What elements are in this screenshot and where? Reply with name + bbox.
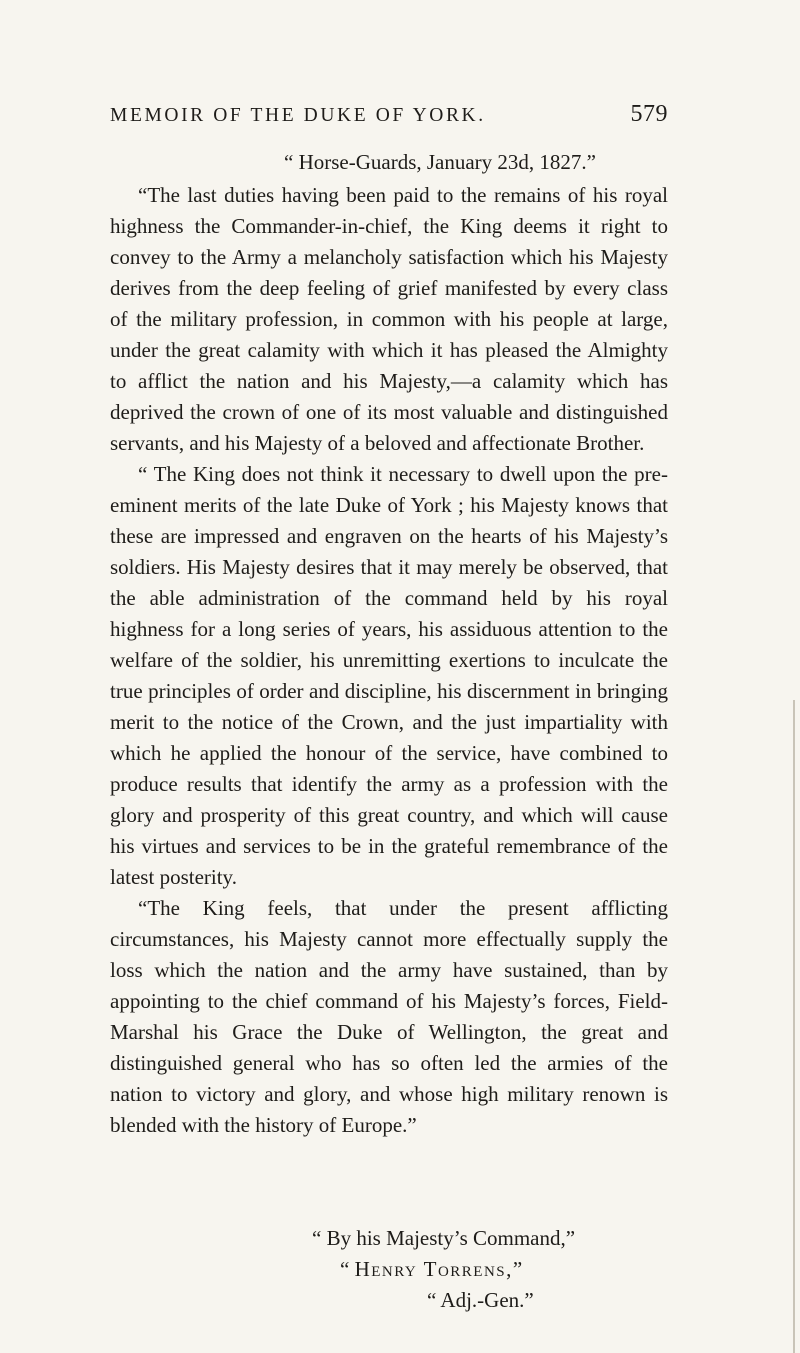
paragraph-2: “ The King does not think it necessary to dwell upon the pre-eminent merits of the late Duke of York ; his Majesty knows that these are impressed and engraven on the hearts of his Majesty’s soldiers. His Majesty desires that it may merely be observed, that the able administration of the command held by his royal highness for a long series of years, his assiduous attention to the welfare of the soldier, his unremitting exertions to inculcate the true principles of order and discipline, his discernment in bringing merit to the notice of the Crown, and the just impartiality with which he applied the honour of the service, have combined to produce results that identify the army as a profession with the glory and prosperity of this great country, and which will cause his virtues and services to be in the grateful remembrance of the latest posterity. bbox=[110, 462, 668, 889]
paragraph-3: “The King feels, that under the present afflicting circumstances, his Majesty cannot more effectually supply the loss which the nation and the army have sustained, than by appointing to the chief command of his Majesty’s forces, Field-Marshal his Grace the Duke of Wellington, the great and distinguished general who has so often led the armies of the nation to victory and glory, and whose high military renown is blended with the history of Europe.” bbox=[110, 896, 668, 1137]
letter-dateline: “ Horse-Guards, January 23d, 1827.” bbox=[284, 150, 596, 174]
running-head bbox=[110, 101, 668, 141]
letter-body bbox=[110, 180, 668, 1141]
paragraph-1: “The last duties having been paid to the remains of his royal highness the Commander-in-chief, the King deems it right to convey to the Army a melancholy satisfaction which his Majesty derives from the deep feeling of grief manifested by every class of the military profession, in common with his people at large, under the great calamity with which it has pleased the Almighty to afflict the nation and his Majesty,—a calamity which has deprived the crown of one of its most valuable and distinguished servants, and his Majesty of a beloved and affectionate Brother. bbox=[110, 183, 668, 455]
signature-command-line: “ By his Majesty’s Command,” bbox=[312, 1226, 576, 1250]
signature-name: Henry Torrens, bbox=[354, 1257, 513, 1281]
page-number: 579 bbox=[630, 101, 668, 127]
page-edge-shadow bbox=[793, 700, 795, 1353]
signature-open-quote: “ bbox=[340, 1257, 350, 1281]
signature-close-quote: ” bbox=[512, 1257, 523, 1281]
signature-name-line bbox=[340, 1257, 522, 1282]
signature-title-line: “ Adj.-Gen.” bbox=[427, 1288, 534, 1312]
running-title: MEMOIR OF THE DUKE OF YORK. bbox=[110, 105, 486, 126]
